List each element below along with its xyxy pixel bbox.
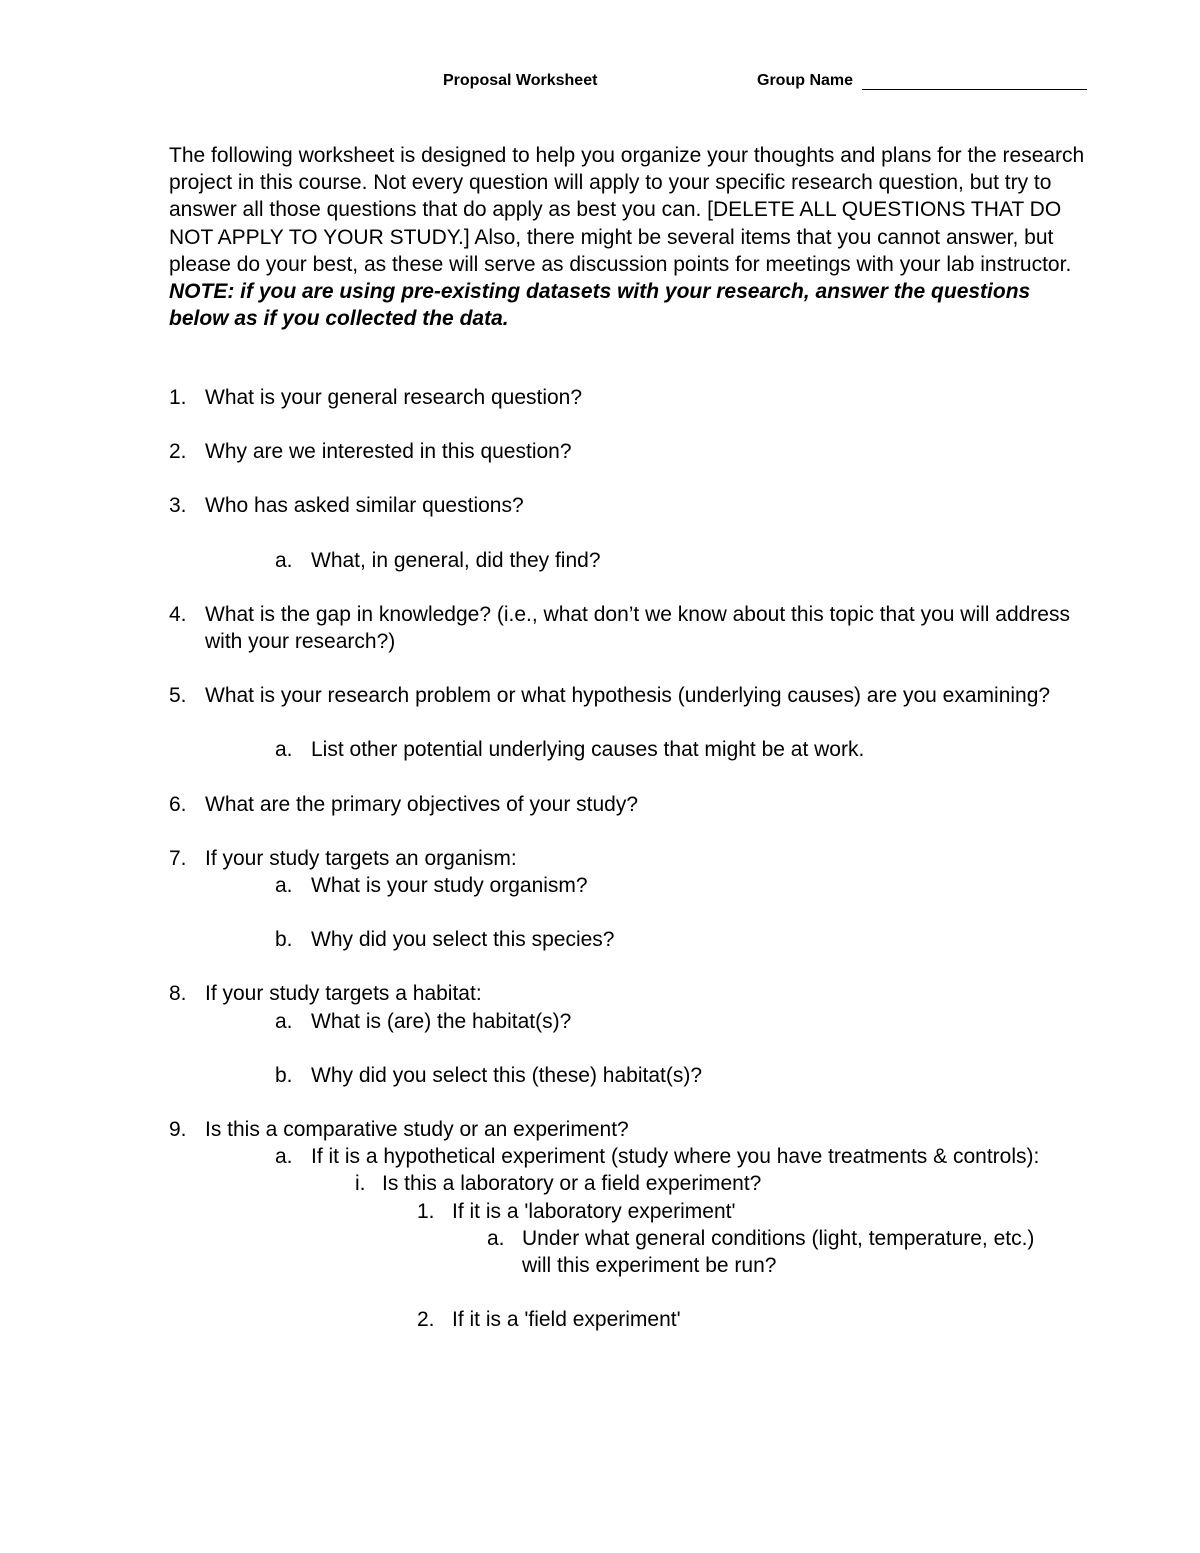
question-text: Why are we interested in this question? <box>205 440 572 464</box>
question-2 <box>0 438 1200 465</box>
question-number: a. <box>275 874 293 898</box>
question-number: 2. <box>417 1308 435 1332</box>
question-number: a. <box>275 548 293 572</box>
intro-paragraph <box>169 142 1089 332</box>
question-number: a. <box>275 1145 293 1169</box>
question-number: 3. <box>169 494 187 518</box>
question-1 <box>0 384 1200 411</box>
question-text: If your study targets a habitat: <box>205 982 482 1006</box>
question-text: What is (are) the habitat(s)? <box>311 1009 572 1033</box>
group-name-blank-line <box>862 89 1087 90</box>
question-text: If it is a hypothetical experiment (study where you have treatments & controls): <box>311 1145 1040 1169</box>
page-header <box>0 72 1200 96</box>
question-number: 4. <box>169 602 187 626</box>
question-text: Why did you select this species? <box>311 928 615 952</box>
worksheet-title: Proposal Worksheet <box>443 72 598 89</box>
question-8 <box>0 980 1200 1007</box>
question-7b <box>0 926 1200 953</box>
question-number: b. <box>275 928 293 952</box>
question-7a <box>0 872 1200 899</box>
question-number: b. <box>275 1063 293 1087</box>
question-number: a. <box>275 738 293 762</box>
question-text: If it is a 'laboratory experiment' <box>452 1199 736 1223</box>
question-5a <box>0 736 1200 763</box>
question-text: What, in general, did they find? <box>311 548 601 572</box>
question-9a-i-1a <box>0 1225 1200 1279</box>
question-number: 6. <box>169 792 187 816</box>
question-text: If your study targets an organism: <box>205 846 517 870</box>
question-number: i. <box>355 1172 366 1196</box>
question-text: Is this a comparative study or an experiment? <box>205 1118 629 1142</box>
question-text: What is your general research question? <box>205 386 583 409</box>
question-number: 1. <box>417 1199 435 1223</box>
question-8a <box>0 1008 1200 1035</box>
question-list <box>0 384 1200 1333</box>
question-9a <box>0 1143 1200 1170</box>
question-number: 1. <box>169 386 187 409</box>
question-number: 8. <box>169 982 187 1006</box>
intro-note: NOTE: if you are using pre-existing datasets with your research, answer the questions below as if you collected the data. <box>169 280 1031 331</box>
question-4 <box>0 601 1200 655</box>
intro-text: The following worksheet is designed to help you organize your thoughts and plans for the research project in this course. Not every question will apply to your specific research question, but try to answer all those questions that do apply as best you can. [DELETE ALL QUESTIONS THAT DO NOT APPLY TO YOUR STUDY.] Also, there might be several items that you cannot answer, but please do your best, as these will serve as discussion points for meetings with your lab instructor. <box>169 144 1085 276</box>
question-number: 2. <box>169 440 187 464</box>
question-number: 9. <box>169 1118 187 1142</box>
question-number: a. <box>487 1226 505 1250</box>
question-8b <box>0 1062 1200 1089</box>
question-9a-i-2 <box>0 1306 1200 1333</box>
group-name-label: Group Name <box>757 72 854 89</box>
question-text: If it is a 'field experiment' <box>452 1308 681 1332</box>
question-text: What is your research problem or what hypothesis (underlying causes) are you examining? <box>205 684 1051 708</box>
question-text: What are the primary objectives of your study? <box>205 792 639 816</box>
question-5 <box>0 682 1200 709</box>
question-number: 5. <box>169 684 187 708</box>
question-text: What is the gap in knowledge? (i.e., what don’t we know about this topic that you will address with your research?) <box>205 602 1070 654</box>
question-text: Is this a laboratory or a field experiment? <box>382 1172 762 1196</box>
question-text: Why did you select this (these) habitat(s)? <box>311 1063 703 1087</box>
question-7 <box>0 845 1200 872</box>
question-9a-i <box>0 1170 1200 1197</box>
question-3 <box>0 492 1200 519</box>
question-text: List other potential underlying causes that might be at work. <box>311 738 865 762</box>
question-3a <box>0 547 1200 574</box>
question-text: What is your study organism? <box>311 874 588 898</box>
question-9a-i-1 <box>0 1198 1200 1225</box>
question-text: Under what general conditions (light, temperature, etc.) will this experiment be run? <box>522 1226 1035 1278</box>
question-6 <box>0 791 1200 818</box>
question-9 <box>0 1116 1200 1143</box>
question-text: Who has asked similar questions? <box>205 494 524 518</box>
question-number: 7. <box>169 846 187 870</box>
question-number: a. <box>275 1009 293 1033</box>
